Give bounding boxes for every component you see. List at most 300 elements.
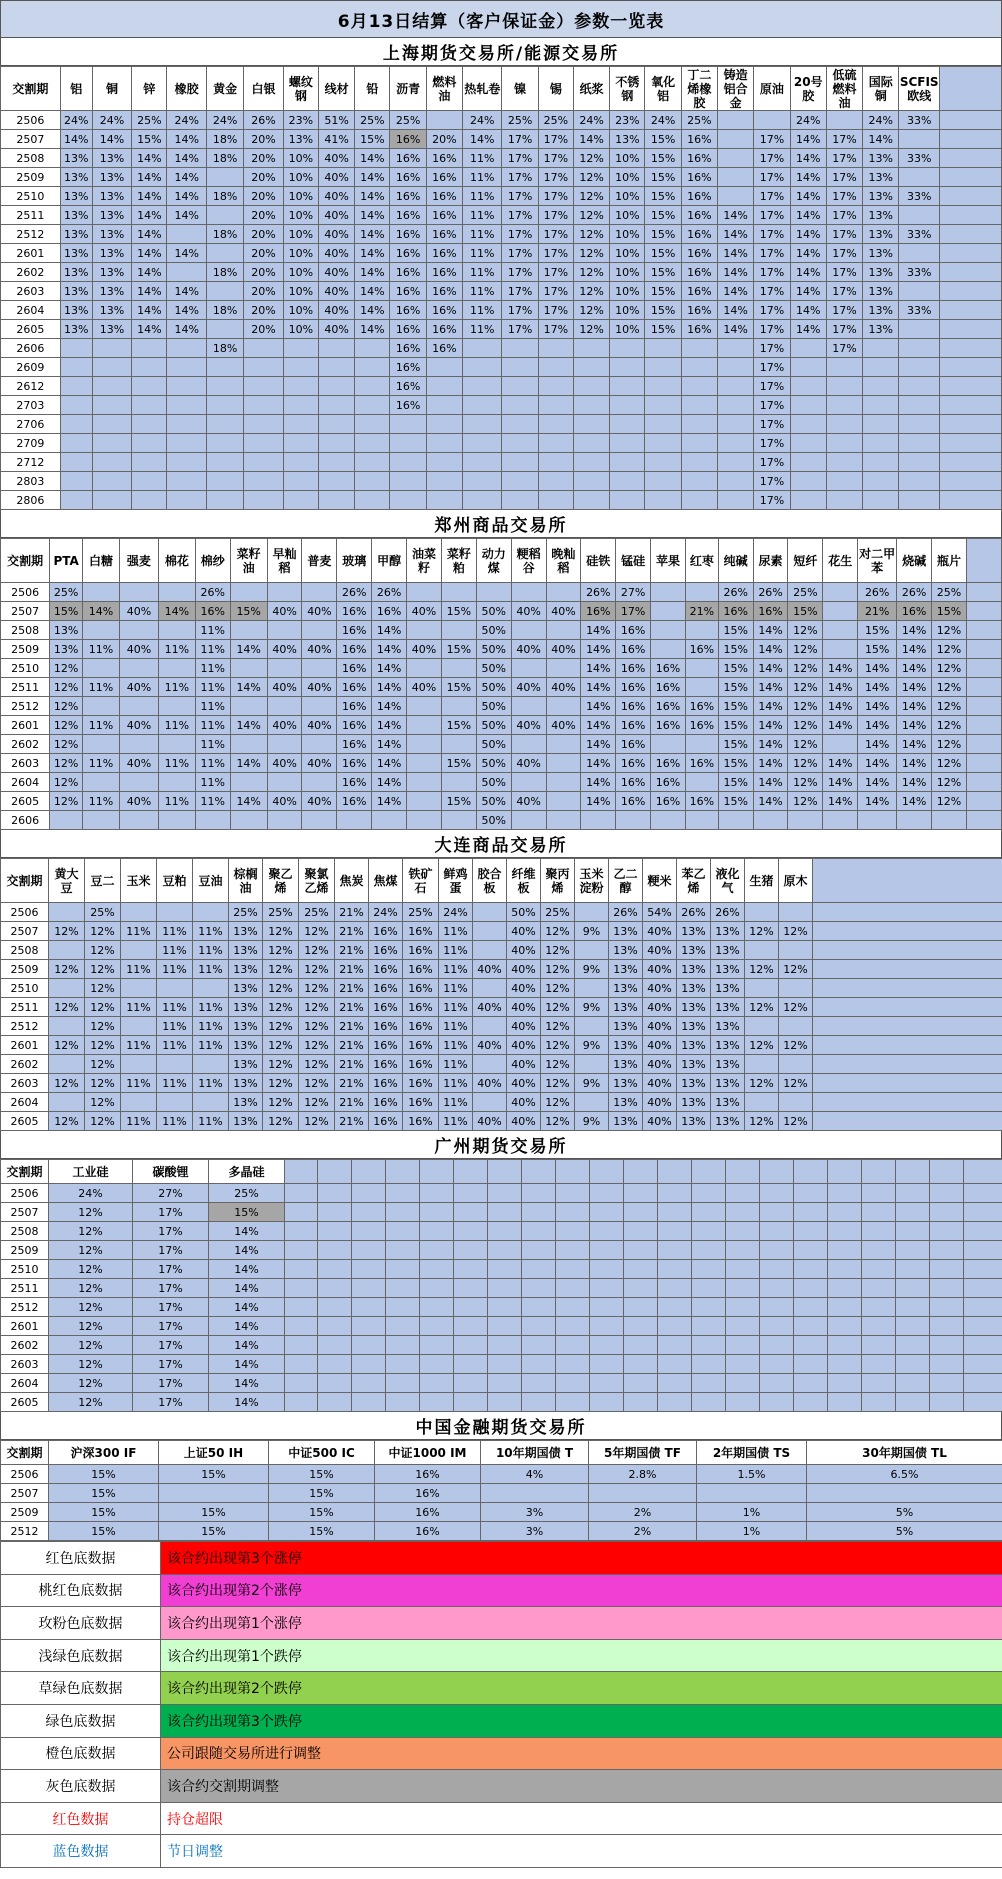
margin-cell: 15% bbox=[50, 602, 83, 621]
margin-cell: 17% bbox=[502, 130, 538, 149]
margin-cell: 16% bbox=[372, 602, 407, 621]
delivery-period-cell: 2508 bbox=[1, 1222, 49, 1241]
column-header: 工业硅 bbox=[49, 1160, 133, 1184]
margin-cell: 16% bbox=[337, 659, 372, 678]
margin-cell: 17% bbox=[133, 1260, 209, 1279]
margin-cell: 16% bbox=[403, 960, 439, 979]
margin-cell bbox=[244, 339, 283, 358]
legend-description: 节日调整 bbox=[161, 1835, 1002, 1868]
legend-description: 该合约出现第2个跌停 bbox=[161, 1672, 1002, 1705]
margin-cell: 13% bbox=[677, 979, 711, 998]
margin-cell bbox=[546, 792, 581, 811]
margin-cell bbox=[407, 583, 442, 602]
margin-cell bbox=[779, 1055, 813, 1074]
margin-cell bbox=[610, 415, 645, 434]
margin-cell: 12% bbox=[932, 640, 967, 659]
margin-cell: 12% bbox=[745, 1112, 779, 1131]
column-header: 氧化铝 bbox=[645, 67, 681, 111]
margin-cell: 24% bbox=[167, 111, 206, 130]
margin-cell: 14% bbox=[753, 792, 788, 811]
column-header: 玉米淀粉 bbox=[575, 859, 609, 903]
margin-cell: 54% bbox=[643, 903, 677, 922]
margin-cell bbox=[132, 339, 167, 358]
margin-cell: 14% bbox=[158, 602, 195, 621]
margin-cell: 21% bbox=[335, 922, 369, 941]
margin-cell bbox=[83, 735, 120, 754]
empty-cell bbox=[964, 1260, 1002, 1279]
empty-cell bbox=[658, 1241, 692, 1260]
margin-cell: 12% bbox=[50, 792, 83, 811]
margin-cell: 11% bbox=[157, 941, 193, 960]
margin-cell: 21% bbox=[335, 960, 369, 979]
empty-cell bbox=[318, 1374, 352, 1393]
table-row bbox=[1, 1112, 1002, 1131]
margin-cell: 50% bbox=[476, 716, 511, 735]
empty-cell bbox=[556, 1184, 590, 1203]
empty-cell bbox=[939, 244, 1001, 263]
empty-cell bbox=[939, 187, 1001, 206]
margin-cell bbox=[897, 811, 932, 830]
margin-cell bbox=[49, 1055, 85, 1074]
margin-cell bbox=[167, 358, 206, 377]
empty-cell bbox=[454, 1336, 488, 1355]
empty-cell bbox=[420, 1222, 454, 1241]
margin-cell: 26% bbox=[581, 583, 616, 602]
margin-cell bbox=[302, 659, 337, 678]
empty-cell bbox=[658, 1222, 692, 1241]
column-header: 玉米 bbox=[121, 859, 157, 903]
margin-cell bbox=[651, 735, 686, 754]
margin-cell bbox=[158, 621, 195, 640]
margin-cell: 16% bbox=[375, 1522, 481, 1541]
margin-cell: 14% bbox=[230, 754, 267, 773]
margin-cell: 12% bbox=[779, 1112, 813, 1131]
margin-cell: 13% bbox=[863, 149, 899, 168]
margin-cell: 11% bbox=[83, 716, 120, 735]
margin-cell: 14% bbox=[858, 697, 897, 716]
margin-cell: 17% bbox=[616, 602, 651, 621]
margin-cell bbox=[407, 659, 442, 678]
empty-cell bbox=[760, 1222, 794, 1241]
margin-cell: 14% bbox=[897, 716, 932, 735]
empty-cell bbox=[760, 1317, 794, 1336]
margin-cell: 21% bbox=[335, 1055, 369, 1074]
empty-cell bbox=[454, 1355, 488, 1374]
margin-cell: 24% bbox=[463, 111, 502, 130]
empty-cell bbox=[420, 1355, 454, 1374]
legend-description: 该合约出现第1个涨停 bbox=[161, 1607, 1002, 1640]
empty-cell bbox=[285, 1241, 318, 1260]
margin-cell bbox=[685, 811, 718, 830]
margin-cell: 18% bbox=[206, 149, 243, 168]
column-header: 铜 bbox=[92, 67, 131, 111]
empty-cell bbox=[556, 1160, 590, 1184]
delivery-period-cell: 2602 bbox=[1, 1055, 49, 1074]
margin-cell bbox=[60, 491, 92, 510]
empty-cell bbox=[590, 1241, 624, 1260]
empty-cell bbox=[692, 1374, 726, 1393]
margin-cell bbox=[92, 472, 131, 491]
margin-cell bbox=[718, 111, 754, 130]
margin-cell: 14% bbox=[167, 320, 206, 339]
margin-cell: 17% bbox=[826, 149, 862, 168]
margin-cell bbox=[863, 415, 899, 434]
empty-cell bbox=[590, 1355, 624, 1374]
margin-cell bbox=[441, 621, 476, 640]
margin-cell: 12% bbox=[932, 678, 967, 697]
margin-cell bbox=[899, 339, 940, 358]
margin-cell: 16% bbox=[426, 168, 462, 187]
margin-cell bbox=[60, 453, 92, 472]
margin-cell: 16% bbox=[337, 697, 372, 716]
margin-cell: 21% bbox=[335, 1036, 369, 1055]
margin-cell bbox=[610, 396, 645, 415]
empty-cell bbox=[488, 1160, 522, 1184]
margin-cell: 40% bbox=[507, 1112, 541, 1131]
margin-cell: 12% bbox=[263, 1074, 299, 1093]
margin-cell bbox=[463, 377, 502, 396]
margin-cell: 16% bbox=[337, 678, 372, 697]
margin-cell: 40% bbox=[511, 602, 546, 621]
margin-cell: 12% bbox=[745, 998, 779, 1017]
margin-cell: 15% bbox=[132, 130, 167, 149]
margin-cell bbox=[546, 773, 581, 792]
margin-cell: 40% bbox=[473, 1112, 507, 1131]
margin-cell: 14% bbox=[790, 187, 826, 206]
margin-cell: 15% bbox=[645, 244, 681, 263]
column-header: 鲜鸡蛋 bbox=[439, 859, 473, 903]
margin-cell bbox=[60, 358, 92, 377]
margin-cell: 40% bbox=[507, 941, 541, 960]
margin-cell: 13% bbox=[677, 1017, 711, 1036]
empty-cell bbox=[522, 1203, 556, 1222]
margin-cell: 40% bbox=[511, 754, 546, 773]
margin-cell bbox=[407, 735, 442, 754]
margin-cell: 40% bbox=[302, 640, 337, 659]
margin-cell: 16% bbox=[651, 678, 686, 697]
margin-cell: 13% bbox=[711, 1055, 745, 1074]
empty-cell bbox=[966, 583, 1001, 602]
empty-cell bbox=[966, 735, 1001, 754]
margin-cell bbox=[355, 377, 390, 396]
legend-row bbox=[1, 1770, 1002, 1803]
empty-cell bbox=[930, 1393, 964, 1412]
margin-cell: 14% bbox=[753, 621, 788, 640]
margin-cell: 40% bbox=[302, 602, 337, 621]
margin-cell bbox=[463, 434, 502, 453]
margin-cell: 14% bbox=[897, 735, 932, 754]
margin-cell bbox=[546, 811, 581, 830]
column-header: 瓶片 bbox=[932, 539, 967, 583]
margin-cell: 14% bbox=[858, 735, 897, 754]
margin-cell: 50% bbox=[476, 640, 511, 659]
empty-cell bbox=[624, 1222, 658, 1241]
margin-cell: 17% bbox=[754, 415, 790, 434]
legend-description: 持仓超限 bbox=[161, 1802, 1002, 1835]
margin-cell: 33% bbox=[899, 263, 940, 282]
empty-cell bbox=[454, 1222, 488, 1241]
delivery-period-cell: 2507 bbox=[1, 602, 50, 621]
margin-cell bbox=[546, 621, 581, 640]
table-row bbox=[1, 320, 1002, 339]
margin-cell: 14% bbox=[463, 130, 502, 149]
empty-cell bbox=[352, 1184, 386, 1203]
empty-cell bbox=[556, 1222, 590, 1241]
column-header: 20号胶 bbox=[790, 67, 826, 111]
empty-cell bbox=[454, 1279, 488, 1298]
margin-cell bbox=[511, 697, 546, 716]
margin-cell: 13% bbox=[677, 960, 711, 979]
margin-cell bbox=[407, 792, 442, 811]
margin-cell bbox=[121, 903, 157, 922]
margin-cell: 14% bbox=[753, 735, 788, 754]
margin-cell bbox=[267, 659, 302, 678]
margin-cell: 17% bbox=[133, 1336, 209, 1355]
margin-cell: 17% bbox=[538, 320, 573, 339]
empty-cell bbox=[420, 1203, 454, 1222]
margin-cell: 24% bbox=[206, 111, 243, 130]
margin-cell: 12% bbox=[573, 263, 609, 282]
margin-cell bbox=[790, 415, 826, 434]
margin-cell: 12% bbox=[541, 1093, 575, 1112]
margin-cell bbox=[681, 377, 717, 396]
margin-cell: 13% bbox=[60, 149, 92, 168]
margin-cell bbox=[158, 659, 195, 678]
margin-cell bbox=[538, 491, 573, 510]
margin-cell bbox=[355, 358, 390, 377]
empty-cell bbox=[590, 1184, 624, 1203]
margin-cell: 13% bbox=[863, 263, 899, 282]
margin-cell bbox=[92, 339, 131, 358]
margin-cell: 14% bbox=[790, 282, 826, 301]
margin-cell: 25% bbox=[209, 1184, 285, 1203]
margin-cell: 14% bbox=[355, 168, 390, 187]
margin-cell: 24% bbox=[92, 111, 131, 130]
margin-cell: 11% bbox=[83, 754, 120, 773]
margin-cell: 15% bbox=[858, 640, 897, 659]
empty-cell bbox=[386, 1355, 420, 1374]
margin-cell bbox=[681, 339, 717, 358]
empty-cell bbox=[939, 472, 1001, 491]
margin-cell: 16% bbox=[651, 792, 686, 811]
column-header: 燃料油 bbox=[426, 67, 462, 111]
margin-cell: 40% bbox=[511, 678, 546, 697]
margin-cell: 13% bbox=[60, 301, 92, 320]
margin-cell: 12% bbox=[299, 1112, 335, 1131]
table-row bbox=[1, 903, 1002, 922]
margin-cell: 13% bbox=[677, 1074, 711, 1093]
table-cffex bbox=[0, 1440, 1002, 1541]
empty-cell bbox=[930, 1298, 964, 1317]
margin-cell: 26% bbox=[718, 583, 753, 602]
column-header: 动力煤 bbox=[476, 539, 511, 583]
margin-cell bbox=[826, 453, 862, 472]
empty-cell bbox=[726, 1222, 760, 1241]
empty-cell bbox=[760, 1203, 794, 1222]
margin-cell: 12% bbox=[263, 941, 299, 960]
margin-cell: 16% bbox=[681, 244, 717, 263]
margin-cell: 12% bbox=[49, 1074, 85, 1093]
column-header: 2年期国债 TS bbox=[697, 1441, 807, 1465]
margin-cell: 20% bbox=[244, 225, 283, 244]
margin-cell bbox=[681, 396, 717, 415]
delivery-period-cell: 2509 bbox=[1, 1503, 49, 1522]
delivery-period-cell: 2603 bbox=[1, 754, 50, 773]
margin-cell: 13% bbox=[283, 130, 318, 149]
margin-cell bbox=[753, 811, 788, 830]
margin-cell: 14% bbox=[230, 716, 267, 735]
margin-cell: 14% bbox=[718, 282, 754, 301]
margin-cell: 13% bbox=[92, 168, 131, 187]
margin-cell: 14% bbox=[858, 773, 897, 792]
margin-cell: 12% bbox=[263, 1036, 299, 1055]
empty-cell bbox=[624, 1203, 658, 1222]
empty-cell bbox=[352, 1203, 386, 1222]
margin-cell bbox=[121, 1055, 157, 1074]
empty-cell bbox=[318, 1393, 352, 1412]
margin-cell: 12% bbox=[779, 922, 813, 941]
empty-cell bbox=[828, 1222, 862, 1241]
margin-cell bbox=[718, 396, 754, 415]
margin-cell: 40% bbox=[473, 960, 507, 979]
column-header: 交割期 bbox=[1, 859, 49, 903]
margin-cell: 13% bbox=[609, 1074, 643, 1093]
table-row bbox=[1, 377, 1002, 396]
margin-cell bbox=[463, 472, 502, 491]
empty-cell bbox=[692, 1160, 726, 1184]
margin-cell: 15% bbox=[269, 1484, 375, 1503]
margin-cell bbox=[502, 396, 538, 415]
margin-cell: 16% bbox=[616, 640, 651, 659]
legend-label: 橙色底数据 bbox=[1, 1737, 161, 1770]
empty-cell bbox=[522, 1241, 556, 1260]
empty-cell bbox=[896, 1222, 930, 1241]
empty-cell bbox=[813, 903, 1002, 922]
delivery-period-cell: 2602 bbox=[1, 1336, 49, 1355]
margin-cell: 11% bbox=[463, 187, 502, 206]
margin-cell: 12% bbox=[788, 621, 823, 640]
margin-cell: 12% bbox=[573, 168, 609, 187]
table-row bbox=[1, 811, 1002, 830]
margin-cell: 14% bbox=[372, 621, 407, 640]
margin-cell: 16% bbox=[390, 187, 426, 206]
delivery-period-cell: 2512 bbox=[1, 697, 50, 716]
table-row bbox=[1, 1184, 1002, 1203]
margin-cell bbox=[826, 377, 862, 396]
margin-cell: 11% bbox=[157, 1036, 193, 1055]
empty-cell bbox=[794, 1260, 828, 1279]
empty-cell bbox=[522, 1260, 556, 1279]
margin-cell bbox=[538, 415, 573, 434]
empty-cell bbox=[454, 1160, 488, 1184]
empty-cell bbox=[454, 1184, 488, 1203]
empty-cell bbox=[658, 1260, 692, 1279]
empty-cell bbox=[454, 1317, 488, 1336]
margin-cell bbox=[206, 206, 243, 225]
margin-cell: 13% bbox=[711, 1093, 745, 1112]
margin-cell bbox=[167, 434, 206, 453]
empty-cell bbox=[813, 922, 1002, 941]
margin-cell bbox=[426, 396, 462, 415]
margin-cell: 25% bbox=[788, 583, 823, 602]
margin-cell: 26% bbox=[897, 583, 932, 602]
empty-cell bbox=[794, 1298, 828, 1317]
margin-cell: 13% bbox=[92, 320, 131, 339]
margin-cell bbox=[538, 339, 573, 358]
margin-cell: 14% bbox=[132, 206, 167, 225]
margin-cell: 10% bbox=[610, 187, 645, 206]
empty-cell bbox=[386, 1393, 420, 1412]
empty-cell bbox=[285, 1222, 318, 1241]
margin-cell: 17% bbox=[826, 168, 862, 187]
margin-cell: 40% bbox=[511, 716, 546, 735]
margin-cell: 24% bbox=[369, 903, 403, 922]
margin-cell: 16% bbox=[337, 716, 372, 735]
table-row bbox=[1, 111, 1002, 130]
legend-description: 该合约出现第3个跌停 bbox=[161, 1704, 1002, 1737]
margin-cell: 40% bbox=[318, 282, 354, 301]
margin-cell: 14% bbox=[167, 149, 206, 168]
margin-cell: 12% bbox=[788, 773, 823, 792]
margin-cell: 14% bbox=[823, 754, 858, 773]
margin-cell: 13% bbox=[609, 1017, 643, 1036]
table-dce bbox=[0, 858, 1002, 1131]
margin-cell bbox=[60, 472, 92, 491]
margin-cell bbox=[407, 811, 442, 830]
margin-cell: 12% bbox=[573, 244, 609, 263]
margin-cell: 40% bbox=[318, 206, 354, 225]
margin-cell: 12% bbox=[299, 998, 335, 1017]
empty-cell bbox=[692, 1317, 726, 1336]
margin-cell: 12% bbox=[788, 697, 823, 716]
margin-cell: 16% bbox=[369, 941, 403, 960]
delivery-period-cell: 2508 bbox=[1, 941, 49, 960]
margin-cell bbox=[426, 434, 462, 453]
margin-cell: 16% bbox=[369, 1036, 403, 1055]
margin-cell bbox=[610, 434, 645, 453]
empty-cell bbox=[930, 1260, 964, 1279]
margin-cell bbox=[589, 1484, 697, 1503]
margin-cell bbox=[244, 472, 283, 491]
margin-cell: 40% bbox=[643, 1112, 677, 1131]
margin-cell: 40% bbox=[318, 187, 354, 206]
margin-cell bbox=[645, 415, 681, 434]
margin-cell: 15% bbox=[49, 1465, 159, 1484]
margin-cell: 16% bbox=[390, 301, 426, 320]
legend-label: 蓝色数据 bbox=[1, 1835, 161, 1868]
empty-cell bbox=[454, 1393, 488, 1412]
margin-cell bbox=[426, 453, 462, 472]
table-row bbox=[1, 773, 1002, 792]
margin-cell: 16% bbox=[426, 339, 462, 358]
margin-cell: 13% bbox=[229, 1093, 263, 1112]
delivery-period-cell: 2506 bbox=[1, 583, 50, 602]
empty-cell bbox=[556, 1279, 590, 1298]
margin-cell: 40% bbox=[643, 979, 677, 998]
margin-cell: 15% bbox=[718, 792, 753, 811]
delivery-period-cell: 2511 bbox=[1, 206, 61, 225]
table-row bbox=[1, 1203, 1002, 1222]
margin-cell: 13% bbox=[711, 1036, 745, 1055]
margin-cell: 25% bbox=[50, 583, 83, 602]
margin-cell: 14% bbox=[863, 130, 899, 149]
margin-cell bbox=[267, 735, 302, 754]
margin-cell bbox=[244, 358, 283, 377]
empty-cell bbox=[420, 1260, 454, 1279]
delivery-period-cell: 2512 bbox=[1, 1522, 49, 1541]
margin-cell: 15% bbox=[49, 1522, 159, 1541]
empty-cell bbox=[726, 1184, 760, 1203]
